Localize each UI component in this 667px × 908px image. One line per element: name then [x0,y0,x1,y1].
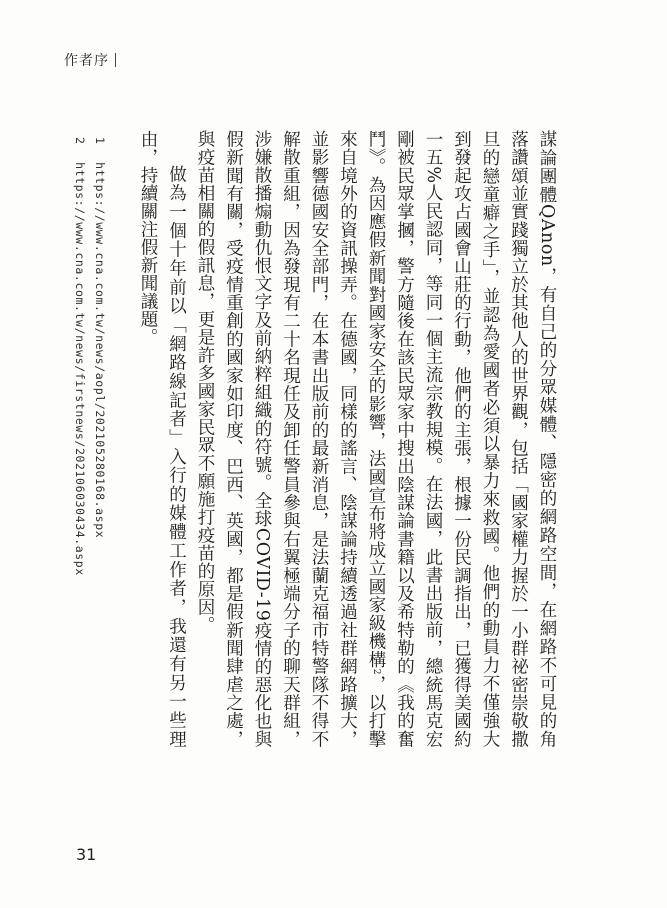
header-divider [115,53,116,67]
paragraph-2: 做為一個十年前以「網路線記者」入行的媒體工作者，我還有另一些理由，持續關注假新聞議題。 [138,130,187,748]
footnote-url: https://www.cna.com.tw/news/aopl/202105280168.aspx [93,162,107,539]
running-header [64,50,116,70]
running-header-title: 作者序 [64,53,109,69]
footnote-url: https://www.cna.com.tw/news/firstnews/202106030434.aspx [73,162,87,576]
footnote-number: 1 [93,137,107,145]
page-number: 31 [76,845,97,864]
paragraph-1-continued: ，以打擊來自境外的資訊操弄。在德國，同樣的謠言、陰謀論持續透過社群網路擴大，並影響德國安全部門，在本書出版前的最新消息，是法蘭克福市特警隊不得不解散重組，因為發現有二十名現任及卸任警員參與右翼極端分子的聊天群組，涉嫌散播煽動仇恨文字及前納粹組織的符號。全球COVID-19疫情的惡化也與假新聞有關，受疫情重創的國家如印度、巴西、英國，都是假新聞肆虐之處，與疫苗相關的假訊息，更是許多國家民眾不願施打疫苗的原因。 [195,130,386,749]
paragraph-1-text: 謀論團體QAnon，有自己的分眾媒體、隱密的網路空間，在網路不可見的角落讚頌並實踐獨立於其他人的世界觀，包括「國家權力握於一小群祕密崇敬撒旦的戀童癖之手」，並認為愛國者必須以暴力來救國。他們的動員力不僅強大到發起攻占國會山莊的行動，他們的主張，根據一份民調指出，已獲得美國約一五%人民認同，等同一個主流宗教規模。在法國，此書出版前，總統馬克宏剛被民眾掌摑，警方隨後在該民眾家中搜出陰謀論書籍以及希特勒的《我的奮鬥》。為因應假新聞對國家安全的影響，法國宣布將成立國家級機構 [366,130,557,748]
body-text [134,130,562,748]
paragraph-1 [191,130,562,748]
footnote-2 [70,137,90,607]
footnote-number: 2 [73,137,87,145]
footnotes [70,137,110,607]
footnote-1 [90,137,110,607]
footnote-ref-2: 2 [371,668,381,675]
